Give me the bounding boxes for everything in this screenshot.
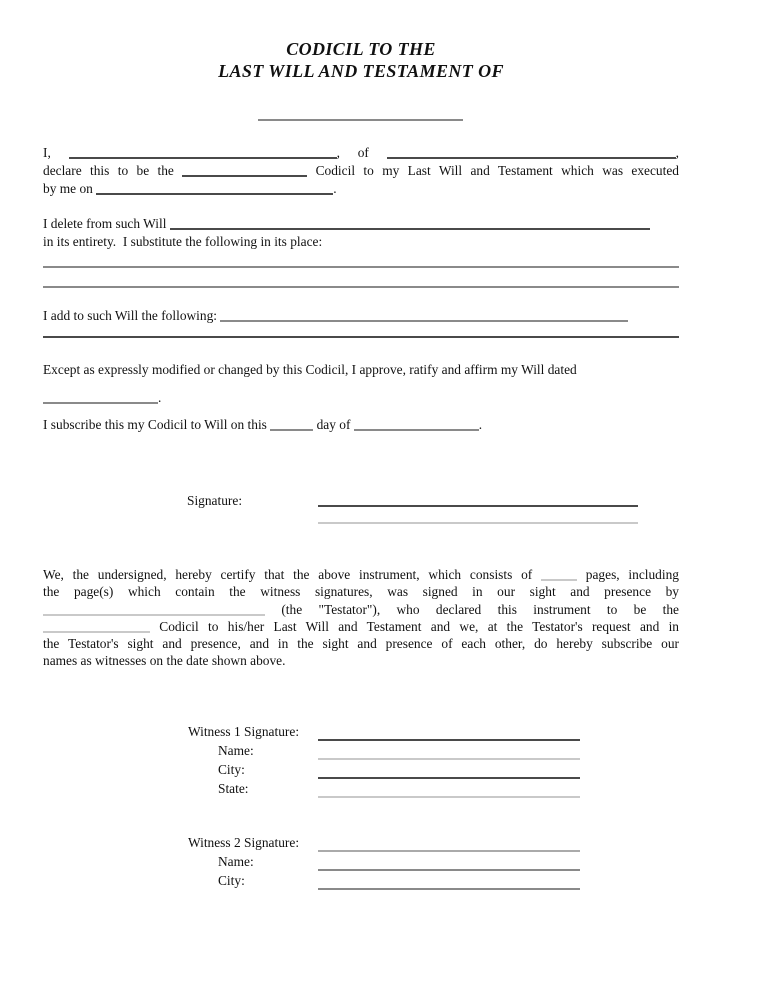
add-clause-paragraph — [43, 307, 679, 325]
add-clause-line — [43, 336, 679, 338]
testator-name-line — [258, 119, 463, 121]
witness-1-name-line — [318, 758, 580, 760]
text-line: I delete from such Will — [43, 215, 679, 233]
fill-in-blank — [43, 619, 150, 633]
witness-1-signature-row — [188, 722, 588, 741]
fill-in-blank — [69, 145, 337, 159]
witness-2-name-row — [188, 852, 588, 871]
opening-paragraph — [43, 144, 679, 198]
signature-line — [318, 505, 638, 507]
fill-in-blank — [354, 417, 479, 431]
text-line: by me on . — [43, 181, 337, 196]
witness-1-signature-line — [318, 739, 580, 741]
text-line: names as witnesses on the date shown above. — [43, 653, 286, 669]
document-title — [43, 38, 679, 82]
ratify-date-blank — [43, 389, 679, 407]
witness-2-signature-row — [188, 833, 588, 852]
text-line: declare this to be the Codicil to my Last Will and Testament which was executed — [43, 163, 679, 178]
fill-in-blank — [270, 417, 313, 431]
fill-in-blank — [541, 567, 577, 581]
witness-1-name-label: Name: — [218, 743, 254, 758]
text-line: I add to such Will the following: — [43, 307, 679, 325]
fill-in-blank — [43, 602, 265, 616]
witness-2-signature-line — [318, 850, 580, 852]
witness-2-city-row — [188, 871, 588, 890]
text-line: Except as expressly modified or changed by this Codicil, I approve, ratify and affirm my Will dated — [43, 362, 577, 377]
fill-in-blank — [96, 181, 333, 195]
witness-1-state-line — [318, 796, 580, 798]
text-line: I subscribe this my Codicil to Will on this day of . — [43, 417, 483, 432]
fill-in-blank — [182, 163, 307, 177]
witness-certification-paragraph — [43, 566, 679, 670]
title-line-2: LAST WILL AND TESTAMENT OF — [218, 61, 504, 81]
witness-1-state-row — [188, 779, 588, 798]
text-line: the Testator's sight and presence, and in the sight and presence of each other, do hereby subscribe our — [43, 636, 679, 652]
title-line-1: CODICIL TO THE — [286, 39, 436, 59]
fill-in-blank — [43, 390, 158, 404]
subscribe-paragraph — [43, 416, 679, 434]
substitute-line-2 — [43, 286, 679, 288]
text-line: in its entirety. I substitute the following in its place: — [43, 234, 323, 249]
text-line: (the "Testator"), who declared this instrument to be the — [43, 601, 679, 618]
witness-2-name-label: Name: — [218, 854, 254, 869]
witness-2-signature-label: Witness 2 Signature: — [188, 835, 300, 850]
text-line: Codicil to his/her Last Will and Testament and we, at the Testator's request and in — [43, 618, 679, 635]
text-line: I, , of , — [43, 145, 680, 160]
witness-2-block — [188, 833, 588, 890]
witness-1-signature-label: Witness 1 Signature: — [188, 724, 300, 739]
witness-1-block — [188, 722, 588, 798]
signature-label: Signature: — [187, 493, 243, 508]
text-line: We, the undersigned, hereby certify that the above instrument, which consists of pages, including — [43, 567, 679, 582]
ratify-paragraph — [43, 361, 679, 379]
witness-1-state-label: State: — [218, 781, 249, 796]
witness-1-city-line — [318, 777, 580, 779]
delete-clause-paragraph — [43, 215, 679, 251]
witness-2-city-label: City: — [218, 873, 245, 888]
witness-1-city-row — [188, 760, 588, 779]
witness-1-city-label: City: — [218, 762, 245, 777]
witness-2-name-line — [318, 869, 580, 871]
fill-in-blank — [170, 216, 650, 230]
substitute-line-1 — [43, 266, 679, 268]
witness-2-city-line — [318, 888, 580, 890]
witness-1-name-row — [188, 741, 588, 760]
fill-in-blank — [220, 308, 628, 322]
fill-in-blank — [387, 145, 676, 159]
text-line: . — [43, 389, 679, 407]
text-line: the page(s) which contain the witness signatures, was signed in our sight and presence by — [43, 584, 679, 600]
signature-line-2 — [318, 522, 638, 524]
